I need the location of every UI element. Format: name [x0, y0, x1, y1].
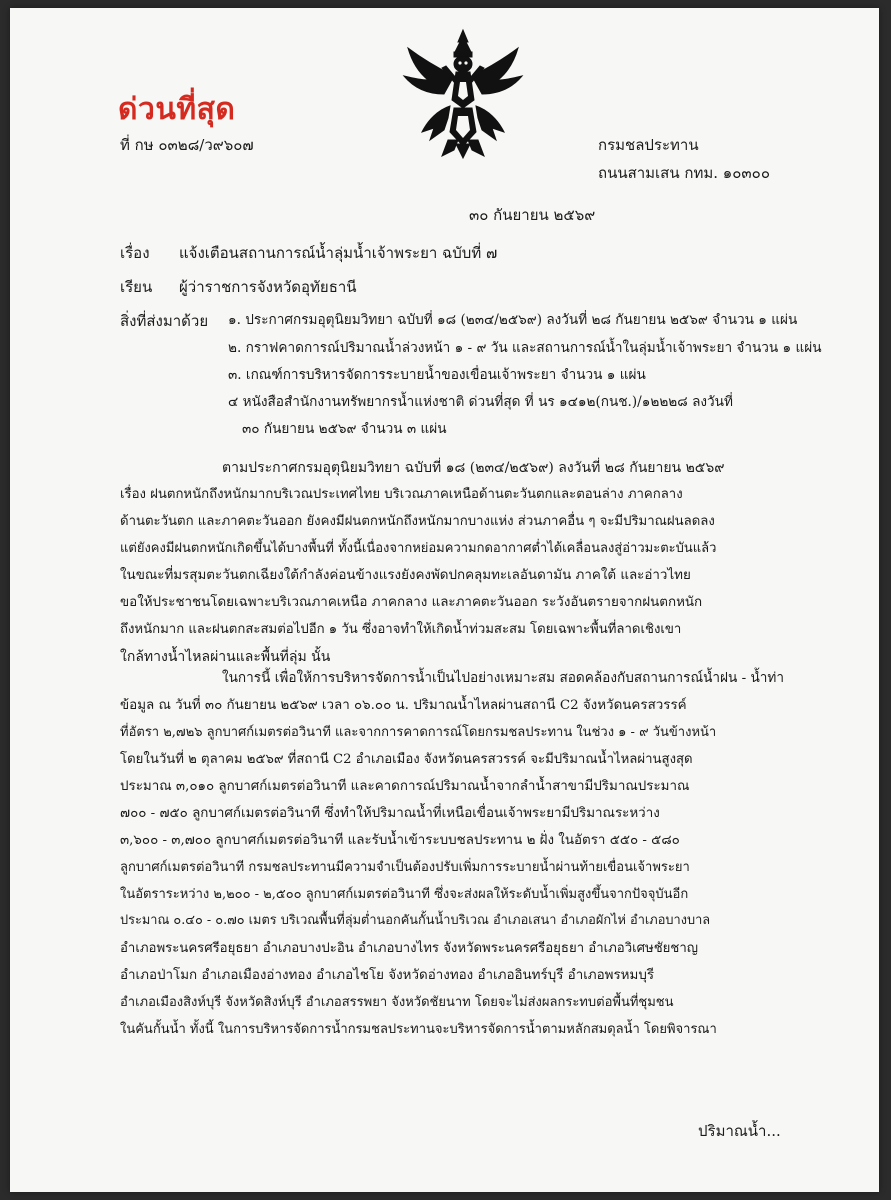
- paragraph-line: ด้านตะวันตก และภาคตะวันออก ยังคงมีฝนตกหนักถึงหนักมากบางแห่ง ส่วนภาคอื่น ๆ จะมีปริมาณฝนลดลง: [120, 514, 715, 529]
- paragraph-line: ขอให้ประชาชนโดยเฉพาะบริเวณภาคเหนือ ภาคกลาง และภาคตะวันออก ระวังอันตรายจากฝนตกหนัก: [120, 595, 703, 610]
- enclosures-label: สิ่งที่ส่งมาด้วย: [120, 312, 209, 330]
- paragraph-line: ๗๐๐ - ๗๕๐ ลูกบาศก์เมตรต่อวินาที ซึ่งทำให้ปริมาณน้ำที่เหนือเขื่อนเจ้าพระยามีปริมาณระหว่าง: [120, 806, 660, 821]
- paragraph-line: ข้อมูล ณ วันที่ ๓๐ กันยายน ๒๕๖๙ เวลา ๐๖.๐๐ น. ปริมาณน้ำไหลผ่านสถานี C2 จังหวัดนครสวรรค์: [120, 698, 687, 713]
- paragraph-line: ประมาณ ๓,๐๑๐ ลูกบาศก์เมตรต่อวินาที และคาดการณ์ปริมาณน้ำจากลำน้ำสาขามีปริมาณประมาณ: [120, 779, 690, 794]
- paragraph-line: ใกล้ทางน้ำไหลผ่านและพื้นที่ลุ่ม นั้น: [120, 649, 331, 665]
- paragraph-line: ถึงหนักมาก และฝนตกสะสมต่อไปอีก ๑ วัน ซึ่งอาจทำให้เกิดน้ำท่วมสะสม โดยเฉพาะพื้นที่ลาดเชิงเขา: [120, 622, 682, 637]
- enclosure-item: ๓. เกณฑ์การบริหารจัดการระบายน้ำของเขื่อนเจ้าพระยา จำนวน ๑ แผ่น: [228, 367, 646, 383]
- paragraph-line: ในคันกั้นน้ำ ทั้งนี้ ในการบริหารจัดการน้ำกรมชลประทานจะบริหารจัดการน้ำตามหลักสมดุลน้ำ โดยพิจารณา: [120, 1022, 717, 1037]
- paragraph-line: ตามประกาศกรมอุตุนิยมวิทยา ฉบับที่ ๑๘ (๒๓๔/๒๕๖๙) ลงวันที่ ๒๘ กันยายน ๒๕๖๙: [222, 460, 725, 476]
- paragraph-line: อำเภอพระนครศรีอยุธยา อำเภอบางปะอิน อำเภอบางไทร จังหวัดพระนครศรีอยุธยา อำเภอวิเศษชัยชาญ: [120, 941, 698, 956]
- urgency-label: ด่วนที่สุด: [118, 92, 236, 127]
- paragraph-line: ๓,๖๐๐ - ๓,๗๐๐ ลูกบาศก์เมตรต่อวินาที และรับน้ำเข้าระบบชลประทาน ๒ ฝั่ง ในอัตรา ๕๕๐ - ๕๘๐: [120, 833, 680, 848]
- paragraph-line: แต่ยังคงมีฝนตกหนักเกิดขึ้นได้บางพื้นที่ ทั้งนี้เนื่องจากหย่อมความกดอากาศต่ำได้เคลื่อนลงสู่อ่าวมะตะบันแล้ว: [120, 541, 717, 556]
- document-date: ๓๐ กันยายน ๒๕๖๙: [469, 206, 596, 224]
- paragraph-line: อำเภอป่าโมก อำเภอเมืองอ่างทอง อำเภอไชโย จังหวัดอ่างทอง อำเภออินทร์บุรี อำเภอพรหมบุรี: [120, 968, 655, 983]
- document-page: [10, 8, 879, 1192]
- recipient-label: เรียน: [120, 278, 153, 296]
- enclosure-item: ๓๐ กันยายน ๒๕๖๙ จำนวน ๓ แผ่น: [242, 421, 447, 437]
- garuda-emblem: [398, 28, 528, 160]
- paragraph-line: ที่อัตรา ๒,๗๒๖ ลูกบาศก์เมตรต่อวินาที และจากการคาดการณ์โดยกรมชลประทาน ในช่วง ๑ - ๙ วันข้างหน้า: [120, 725, 717, 740]
- subject-text: แจ้งเตือนสถานการณ์น้ำลุ่มน้ำเจ้าพระยา ฉบับที่ ๗: [179, 244, 498, 262]
- paragraph-line: อำเภอเมืองสิงห์บุรี จังหวัดสิงห์บุรี อำเภอสรรพยา จังหวัดชัยนาท โดยจะไม่ส่งผลกระทบต่อพื้นที่ชุมชน: [120, 995, 674, 1010]
- recipient-text: ผู้ว่าราชการจังหวัดอุทัยธานี: [179, 278, 357, 296]
- reference-number: ที่ กษ ๐๓๒๘/ว๙๖๐๗: [120, 136, 254, 154]
- enclosure-item: ๔ หนังสือสำนักงานทรัพยากรน้ำแห่งชาติ ด่วนที่สุด ที่ นร ๑๔๑๒(กนช.)/๑๒๒๒๘ ลงวันที่: [228, 394, 733, 410]
- paragraph-line: ในการนี้ เพื่อให้การบริหารจัดการน้ำเป็นไปอย่างเหมาะสม สอดคล้องกับสถานการณ์น้ำฝน - น้ำท่า: [222, 670, 785, 686]
- sender-organization: กรมชลประทาน: [598, 136, 699, 154]
- paragraph-line: เรื่อง ฝนตกหนักถึงหนักมากบริเวณประเทศไทย บริเวณภาคเหนือด้านตะวันตกและตอนล่าง ภาคกลาง: [120, 487, 683, 502]
- enclosure-item: ๑. ประกาศกรมอุตุนิยมวิทยา ฉบับที่ ๑๘ (๒๓๔/๒๕๖๙) ลงวันที่ ๒๘ กันยายน ๒๕๖๙ จำนวน ๑ แผ่น: [228, 312, 798, 328]
- sender-address: ถนนสามเสน กทม. ๑๐๓๐๐: [598, 164, 770, 182]
- paragraph-line: ลูกบาศก์เมตรต่อวินาที กรมชลประทานมีความจำเป็นต้องปรับเพิ่มการระบายน้ำผ่านท้ายเขื่อนเจ้าพระยา: [120, 860, 690, 875]
- paragraph-line: ในขณะที่มรสุมตะวันตกเฉียงใต้กำลังค่อนข้างแรงยังคงพัดปกคลุมทะเลอันดามัน ภาคใต้ และอ่าวไทย: [120, 568, 691, 583]
- paragraph-line: ในอัตราระหว่าง ๒,๒๐๐ - ๒,๕๐๐ ลูกบาศก์เมตรต่อวินาที ซึ่งจะส่งผลให้ระดับน้ำเพิ่มสูงขึ้นจากปัจจุบันอีก: [120, 887, 689, 902]
- subject-label: เรื่อง: [120, 244, 150, 262]
- paragraph-line: โดยในวันที่ ๒ ตุลาคม ๒๕๖๙ ที่สถานี C2 อำเภอเมือง จังหวัดนครสวรรค์ จะมีปริมาณน้ำไหลผ่านสูงสุด: [120, 752, 693, 767]
- continued-marker: ปริมาณน้ำ...: [698, 1122, 781, 1140]
- enclosure-item: ๒. กราฟคาดการณ์ปริมาณน้ำล่วงหน้า ๑ - ๙ วัน และสถานการณ์น้ำในลุ่มน้ำเจ้าพระยา จำนวน ๑ แผ่น: [228, 340, 822, 356]
- paragraph-line: ประมาณ ๐.๔๐ - ๐.๗๐ เมตร บริเวณพื้นที่ลุ่มต่ำนอกคันกั้นน้ำบริเวณ อำเภอเสนา อำเภอผักไห่ อำเภอบางบาล: [120, 913, 711, 928]
